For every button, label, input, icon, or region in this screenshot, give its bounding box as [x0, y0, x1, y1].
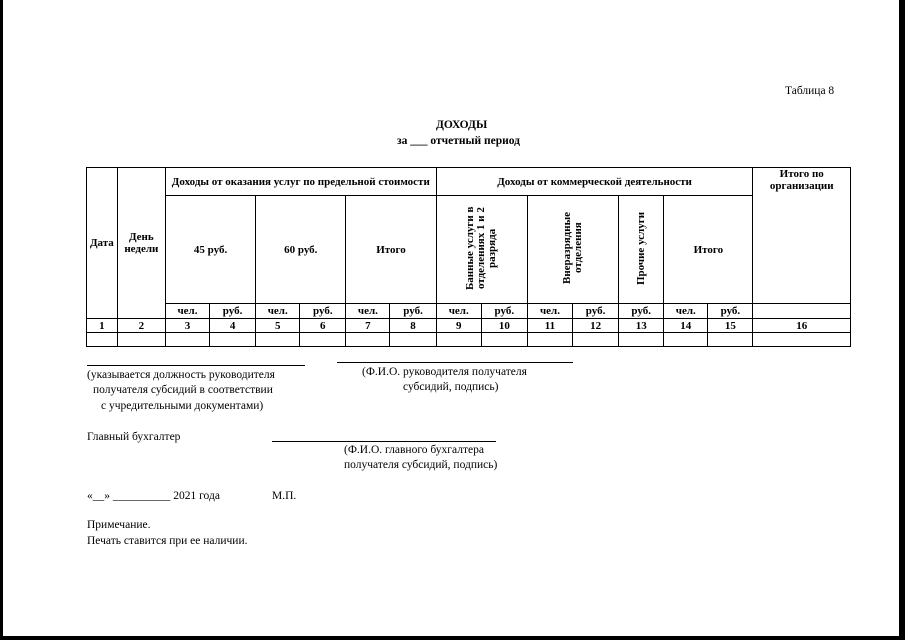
unit-cell: чел.	[165, 304, 209, 319]
scan-edge-bottom	[0, 636, 905, 640]
header-bath	[436, 196, 527, 304]
chief-accountant-label: Главный бухгалтер	[87, 431, 181, 443]
unit-cell: чел.	[664, 304, 708, 319]
col-number: 6	[300, 319, 346, 333]
head-name-caption-2: субсидий, подпись)	[403, 381, 499, 393]
unit-cell	[753, 304, 851, 319]
date-line: «__» __________ 2021 года	[87, 490, 220, 502]
header-total-org: Итого по организации	[753, 168, 851, 304]
header-nonclass-label: Внеразрядные отделения	[561, 211, 585, 285]
header-services-total: Итого	[346, 196, 436, 304]
header-other-label: Прочие услуги	[634, 211, 647, 285]
stamp-place: М.П.	[272, 490, 297, 502]
header-services: Доходы от оказания услуг по предельной стоимости	[165, 168, 436, 196]
head-name-caption-1: (Ф.И.О. руководителя получателя	[362, 366, 527, 378]
col-number: 8	[390, 319, 436, 333]
header-commercial-total: Итого	[664, 196, 753, 304]
header-nonclass	[527, 196, 618, 304]
scan-edge-right	[899, 0, 905, 640]
unit-cell: руб.	[390, 304, 436, 319]
note-title: Примечание.	[87, 519, 151, 531]
col-number: 10	[481, 319, 527, 333]
numbers-row	[87, 319, 851, 333]
signature-line-position	[87, 365, 305, 366]
col-number: 3	[165, 319, 209, 333]
unit-cell: чел.	[436, 304, 481, 319]
col-number: 16	[753, 319, 851, 333]
unit-cell: чел.	[256, 304, 300, 319]
unit-cell: руб.	[619, 304, 664, 319]
unit-cell: руб.	[708, 304, 753, 319]
col-number: 14	[664, 319, 708, 333]
unit-cell: руб.	[481, 304, 527, 319]
table-row	[87, 333, 851, 347]
unit-cell: руб.	[210, 304, 256, 319]
chief-name-caption-1: (Ф.И.О. главного бухгалтера	[344, 444, 484, 456]
doc-subtitle: за ___ отчетный период	[397, 135, 520, 147]
col-number: 15	[708, 319, 753, 333]
unit-cell: руб.	[300, 304, 346, 319]
col-number: 4	[210, 319, 256, 333]
note-text: Печать ставится при ее наличии.	[87, 535, 248, 547]
col-number: 7	[346, 319, 390, 333]
header-45: 45 руб.	[165, 196, 255, 304]
header-60: 60 руб.	[256, 196, 346, 304]
header-weekday: День недели	[117, 168, 165, 319]
chief-name-caption-2: получателя субсидий, подпись)	[344, 459, 498, 471]
signature-line-head	[337, 362, 573, 363]
head-position-caption-2: получателя субсидий в соответствии	[93, 384, 273, 396]
col-number: 9	[436, 319, 481, 333]
signature-line-chief	[272, 441, 496, 442]
unit-cell: чел.	[346, 304, 390, 319]
head-position-caption-3: с учредительными документами)	[101, 400, 264, 412]
unit-cell: руб.	[573, 304, 619, 319]
col-number: 13	[619, 319, 664, 333]
head-position-caption-1: (указывается должность руководителя	[87, 369, 275, 381]
header-date: Дата	[87, 168, 118, 319]
col-number: 1	[87, 319, 118, 333]
unit-cell: чел.	[527, 304, 572, 319]
scan-edge-left	[0, 0, 3, 640]
header-commercial: Доходы от коммерческой деятельности	[436, 168, 753, 196]
col-number: 2	[117, 319, 165, 333]
col-number: 11	[527, 319, 572, 333]
header-bath-label: Банные услуги в отделениях 1 и 2 разряда	[464, 206, 499, 290]
col-number: 12	[573, 319, 619, 333]
header-other	[619, 196, 664, 304]
income-table	[86, 167, 851, 347]
table-label: Таблица 8	[785, 85, 835, 97]
doc-title: ДОХОДЫ	[436, 119, 488, 131]
col-number: 5	[256, 319, 300, 333]
